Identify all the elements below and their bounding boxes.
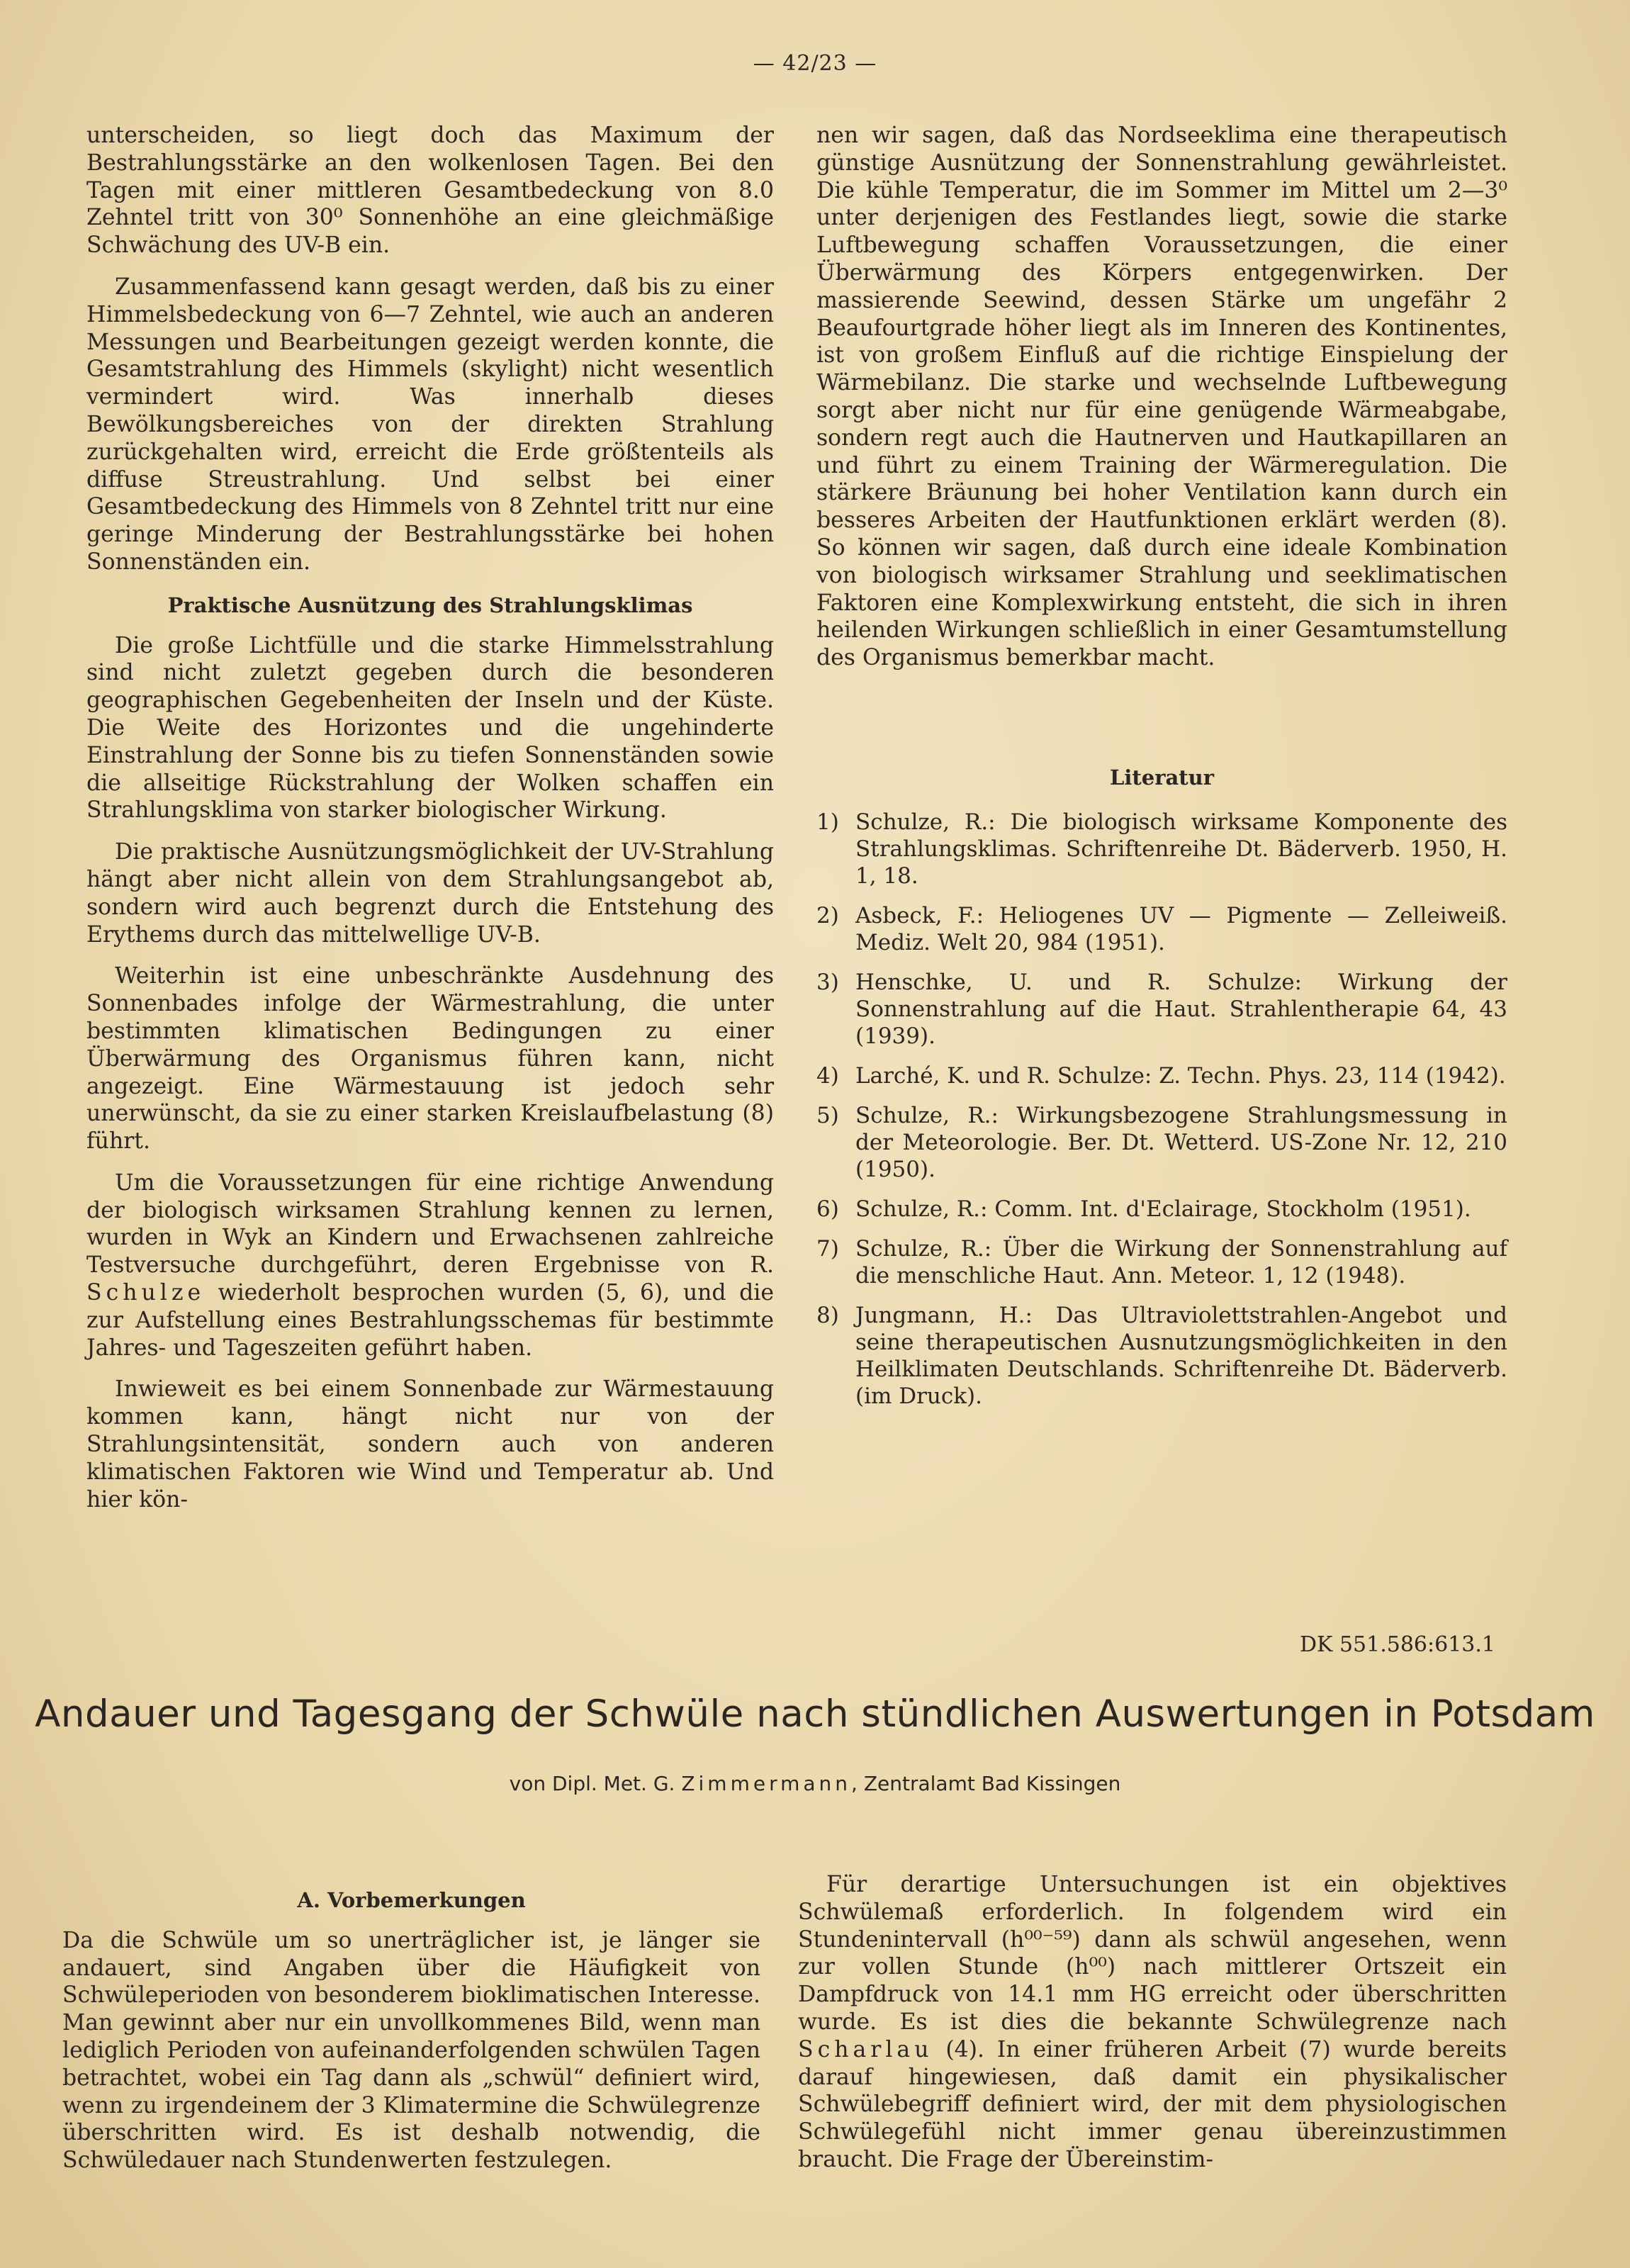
- paragraph-text: wiederholt besprochen wurden (5, 6), und die zur Aufstellung eines Bestrahlungsschemas für bestimmte Jahres- und Tageszeiten geführt haben.: [86, 1280, 774, 1361]
- reference-text: Schulze, R.: Über die Wirkung der Sonnenstrahlung auf die menschliche Haut. Ann. Meteor. 1, 12 (1948).: [855, 1235, 1507, 1289]
- reference-text: Schulze, R.: Die biologisch wirksame Komponente des Strahlungsklimas. Schriftenreihe Dt. Bäderverb. 1950, H. 1, 18.: [855, 809, 1507, 889]
- cited-author-name: Scharlau: [798, 2036, 933, 2062]
- author-name: Zimmermann: [681, 1772, 852, 1795]
- page-number: — 42/23 —: [753, 51, 877, 76]
- reference-number: 1): [816, 809, 839, 835]
- reference-item: [816, 1196, 1507, 1223]
- reference-text: Schulze, R.: Wirkungsbezogene Strahlungsmessung in der Meteorologie. Ber. Dt. Wetterd. US-Zone Nr. 12, 210 (1950).: [855, 1102, 1507, 1182]
- paragraph: [86, 1169, 774, 1362]
- section-heading: A. Vorbemerkungen: [297, 1888, 526, 1912]
- paragraph: Zusammenfassend kann gesagt werden, daß bis zu einer Himmelsbedeckung von 6—7 Zehntel, wie auch an anderen Messungen und Bearbeitungen gezeigt werden konnte, die Gesamtstrahlung des Himmels (skylight) nicht wesentlich vermindert wird. Was innerhalb dieses Bewölkungsbereiches von der direkten Strahlung zurückgehalten wird, erreicht die Erde größtenteils als diffuse Streustrahlung. Und selbst bei einer Gesamtbedeckung des Himmels von 8 Zehntel tritt nur eine geringe Minderung der Bestrahlungsstärke bei hohen Sonnenständen ein.: [86, 274, 774, 575]
- dk-classification: DK 551.586:613.1: [1299, 1632, 1495, 1657]
- reference-number: 8): [816, 1302, 839, 1328]
- left-column-top: [86, 122, 774, 1527]
- right-column-top: [816, 122, 1507, 1422]
- reference-text: Jungmann, H.: Das Ultraviolettstrahlen-Angebot und seine therapeutischen Ausnutzungsmöglichkeiten in den Heilklimaten Deutschlands. Schriftenreihe Dt. Bäderverb. (im Druck).: [855, 1302, 1507, 1409]
- reference-item: [816, 1235, 1507, 1289]
- reference-number: 6): [816, 1196, 839, 1222]
- paragraph: Da die Schwüle um so unerträglicher ist, je länger sie andauert, sind Angaben über die Häufigkeit von Schwüleperioden von besonderem bioklimatischen Interesse. Man gewinnt aber nur ein unvollkommenes Bild, wenn man lediglich Perioden von aufeinanderfolgenden schwülen Tagen betrachtet, wobei ein Tag dann als „schwül“ definiert wird, wenn zu irgendeinem der 3 Klimatermine die Schwülegrenze überschritten wird. Es ist deshalb notwendig, die Schwüledauer nach Stundenwerten festzulegen.: [62, 1927, 760, 2174]
- reference-text: Schulze, R.: Comm. Int. d'Eclairage, Stockholm (1951).: [855, 1196, 1471, 1222]
- reference-list: [816, 809, 1507, 1410]
- reference-number: 4): [816, 1062, 839, 1089]
- paragraph: [798, 1871, 1507, 2174]
- left-column-bottom: [62, 1871, 760, 2189]
- paragraph: nen wir sagen, daß das Nordseeklima eine therapeutisch günstige Ausnützung der Sonnenstrahlung gewährleistet. Die kühle Temperatur, die im Sommer im Mittel um 2—3⁰ unter derjenigen des Festlandes liegt, sowie die starke Luftbewegung schaffen Voraussetzungen, die einer Überwärmung des Körpers entgegenwirken. Der massierende Seewind, dessen Stärke um ungefähr 2 Beaufourtgrade höher liegt als im Inneren des Kontinentes, ist von großem Einfluß auf die richtige Einspielung der Wärmebilanz. Die starke und wechselnde Luftbewegung sorgt aber nicht nur für eine genügende Wärmeabgabe, sondern regt auch die Hautnerven und Hautkapillaren an und führt zu einem Training der Wärmeregulation. Die stärkere Bräunung bei hoher Ventilation kann durch ein besseres Arbeiten der Hautfunktionen erklärt werden (8). So können wir sagen, daß durch eine ideale Kombination von biologisch wirksamer Strahlung und seeklimatischen Faktoren eine Komplexwirkung entsteht, die sich in ihren heilenden Wirkungen schließlich in einer Gesamtumstellung des Organismus bemerkbar macht.: [816, 123, 1507, 671]
- reference-number: 5): [816, 1102, 839, 1128]
- paragraph-text: Um die Voraussetzungen für eine richtige Anwendung der biologisch wirksamen Strahlung kennen zu lernen, wurden in Wyk an Kindern und Erwachsenen zahlreiche Testversuche durchgeführt, deren Ergebnisse von R.: [86, 1169, 774, 1279]
- reference-text: Larché, K. und R. Schulze: Z. Techn. Phys. 23, 114 (1942).: [855, 1062, 1506, 1089]
- reference-item: [816, 1062, 1507, 1089]
- reference-item: [816, 1302, 1507, 1410]
- paragraph: Inwieweit es bei einem Sonnenbade zur Wärmestauung kommen kann, hängt nicht nur von der Strahlungsintensität, sondern auch von anderen klimatischen Faktoren wie Wind und Temperatur ab. Und hier kön-: [86, 1376, 774, 1512]
- reference-text: Asbeck, F.: Heliogenes UV — Pigmente — Zelleiweiß. Mediz. Welt 20, 984 (1951).: [855, 902, 1507, 955]
- section-heading: Praktische Ausnützung des Strahlungsklimas: [167, 593, 693, 617]
- paragraph: Die große Lichtfülle und die starke Himmelsstrahlung sind nicht zuletzt gegeben durch die besonderen geographischen Gegebenheiten der Inseln und der Küste. Die Weite des Horizontes und die ungehinderte Einstrahlung der Sonne bis zu tiefen Sonnenständen sowie die allseitige Rückstrahlung der Wolken schaffen ein Strahlungsklima von starker biologischer Wirkung.: [86, 632, 774, 824]
- reference-item: [816, 1102, 1507, 1183]
- paragraph: Die praktische Ausnützungsmöglichkeit der UV-Strahlung hängt aber nicht allein von dem Strahlungsangebot ab, sondern wird auch begrenzt durch die Entstehung des Erythems durch das mittelwellige UV-B.: [86, 839, 774, 948]
- reference-number: 2): [816, 902, 839, 928]
- paragraph: unterscheiden, so liegt doch das Maximum der Bestrahlungsstärke an den wolkenlosen Tagen. Bei den Tagen mit einer mittleren Gesamtbedeckung von 8.0 Zehntel tritt von 30⁰ Sonnenhöhe an eine gleichmäßige Schwächung des UV-B ein.: [86, 123, 774, 259]
- reference-text: Henschke, U. und R. Schulze: Wirkung der Sonnenstrahlung auf die Haut. Strahlentherapie 64, 43 (1939).: [855, 969, 1507, 1049]
- author-affiliation: , Zentralamt Bad Kissingen: [851, 1772, 1121, 1795]
- paragraph-text: Für derartige Untersuchungen ist ein objektives Schwülemaß erforderlich. In folgendem wird ein Stundenintervall (h⁰⁰⁻⁵⁹) dann als schwül angesehen, wenn zur vollen Stunde (h⁰⁰) nach mittlerer Ortszeit ein Dampfdruck von 14.1 mm HG erreicht oder überschritten wurde. Es ist dies die bekannte Schwülegrenze nach: [798, 1872, 1507, 2035]
- author-prefix: von Dipl. Met. G.: [509, 1772, 675, 1795]
- author-name: Schulze: [86, 1280, 206, 1306]
- article-title: Andauer und Tagesgang der Schwüle nach stündlichen Auswertungen in Potsdam: [35, 1692, 1595, 1736]
- reference-number: 3): [816, 969, 839, 995]
- paragraph: Weiterhin ist eine unbeschränkte Ausdehnung des Sonnenbades infolge der Wärmestrahlung, die unter bestimmten klimatischen Bedingungen zu einer Überwärmung des Organismus führen kann, nicht angezeigt. Eine Wärmestauung ist jedoch sehr unerwünscht, da sie zu einer starken Kreislaufbelastung (8) führt.: [86, 963, 774, 1155]
- reference-number: 7): [816, 1235, 839, 1262]
- reference-item: [816, 969, 1507, 1050]
- article-author: [0, 1772, 1630, 1795]
- right-column-bottom: [798, 1871, 1507, 2188]
- literature-heading: Literatur: [1109, 765, 1215, 790]
- reference-item: [816, 809, 1507, 889]
- reference-item: [816, 902, 1507, 956]
- paragraph-text: (4). In einer früheren Arbeit (7) wurde bereits darauf hingewiesen, daß damit ein physikalischer Schwülebegriff definiert wird, der mit dem physiologischen Schwülegefühl nicht immer genau übereinzustimmen braucht. Die Frage der Übereinstim-: [798, 2036, 1507, 2172]
